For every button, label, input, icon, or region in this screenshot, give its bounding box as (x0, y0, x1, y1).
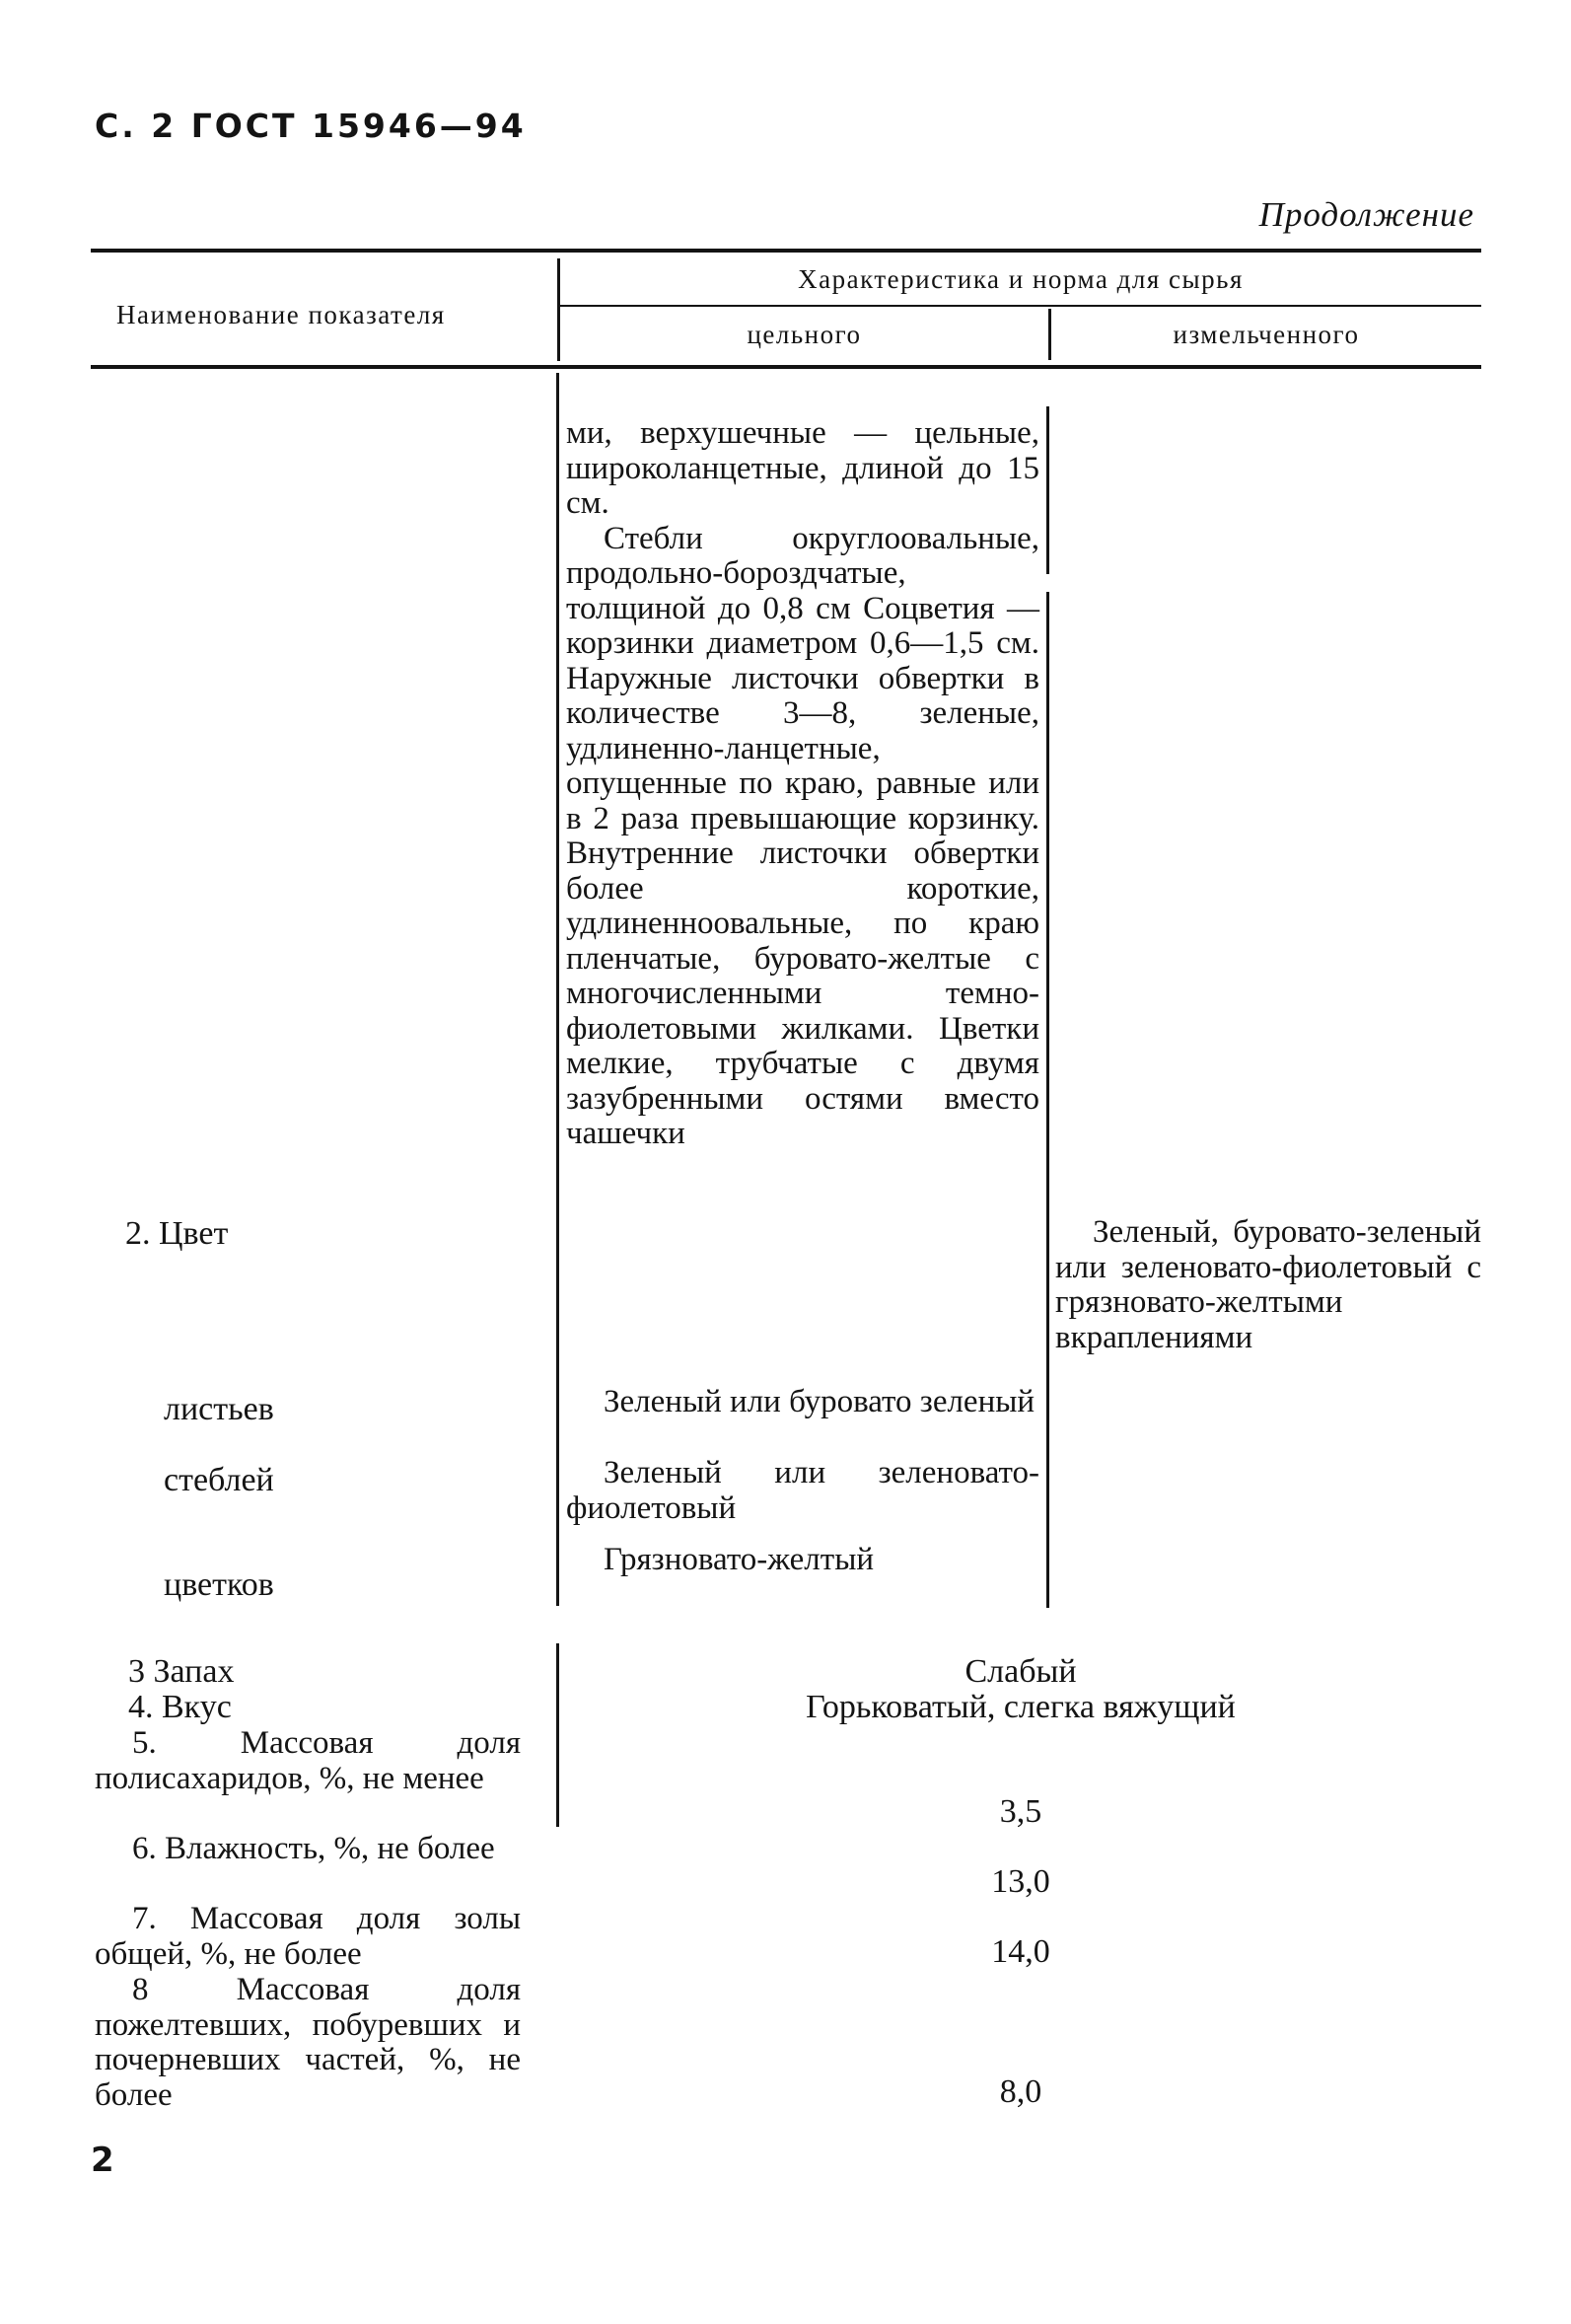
table-top-rule (91, 249, 1481, 253)
moisture-label: 6. Влажность, %, не более (132, 1831, 495, 1866)
ash-label: 7. Массовая доля золы общей, %, не более (95, 1901, 521, 1972)
column-header-crushed: измельченного (1173, 320, 1360, 349)
description-block (566, 416, 1039, 1152)
flowers-color-label: цветков (164, 1566, 274, 1603)
smell-value: Слабый (964, 1653, 1077, 1690)
stems-color-label: стеблей (164, 1462, 274, 1498)
polysaccharides-value: 3,5 (999, 1793, 1042, 1830)
yellowed-parts-label: 8 Массовая доля пожелтевших, побуревших и почерневших частей, %, не более (95, 1972, 521, 2113)
group-header-rule (560, 305, 1481, 307)
taste-label: 4. Вкус (128, 1689, 232, 1725)
header-bottom-rule (91, 365, 1481, 369)
continuation-label: Продолжение (1258, 195, 1474, 234)
description-paragraph-1: ми, верхушечные — цельные, широколанцетные, длиной до 15 см. (566, 415, 1039, 521)
moisture-value: 13,0 (991, 1863, 1050, 1900)
page-number: 2 (91, 2141, 114, 2180)
yellowed-parts-value: 8,0 (999, 2073, 1042, 2110)
leaves-color-label: листьев (164, 1391, 274, 1427)
flowers-color-value: Грязновато-желтый (604, 1542, 875, 1577)
color-crushed-value: Зеленый, буровато-зеленый или зеленовато-фиолетовый с грязновато-желтыми вкраплениями (1055, 1214, 1481, 1355)
document-header: С. 2 ГОСТ 15946—94 (95, 107, 527, 145)
body-divider-right-top (1046, 406, 1049, 574)
taste-value: Горьковатый, слегка вяжущий (806, 1689, 1236, 1725)
column-header-whole: цельного (747, 320, 862, 349)
column-header-indicator: Наименование показателя (116, 300, 446, 329)
stems-color-value: Зеленый или зеленовато-фиолетовый (566, 1455, 1039, 1526)
polysaccharides-label: 5. Массовая доля полисахаридов, %, не менее (95, 1725, 521, 1796)
leaves-color-value: Зеленый или буровато зеленый (604, 1384, 1035, 1419)
smell-label: 3 Запах (128, 1653, 235, 1690)
column-header-group: Характеристика и норма для сырья (798, 264, 1244, 294)
body-divider-right-mid (1046, 592, 1049, 1608)
body-divider-left-top (556, 373, 559, 1606)
description-paragraph-2: Стебли округлоовальные, продольно-бороздчатые, толщиной до 0,8 см Соцветия — корзинки диаметром 0,6—1,5 см. Наружные листочки обвертки в количестве 3—8, зеленые, удлиненно-ланцетные, опущенные по краю, равные или в 2 раза превышающие корзинку. Внутренние листочки обвертки более короткие, удлиненноовальные, по краю пленчатые, буровато-желтые с многочисленными темно-фиолетовыми жилками. Цветки мелкие, трубчатые с двумя зазубренными остями вместо чашечки (566, 520, 1039, 1151)
color-label: 2. Цвет (125, 1215, 229, 1252)
body-divider-left-bottom (556, 1643, 559, 1827)
ash-value: 14,0 (991, 1933, 1050, 1970)
